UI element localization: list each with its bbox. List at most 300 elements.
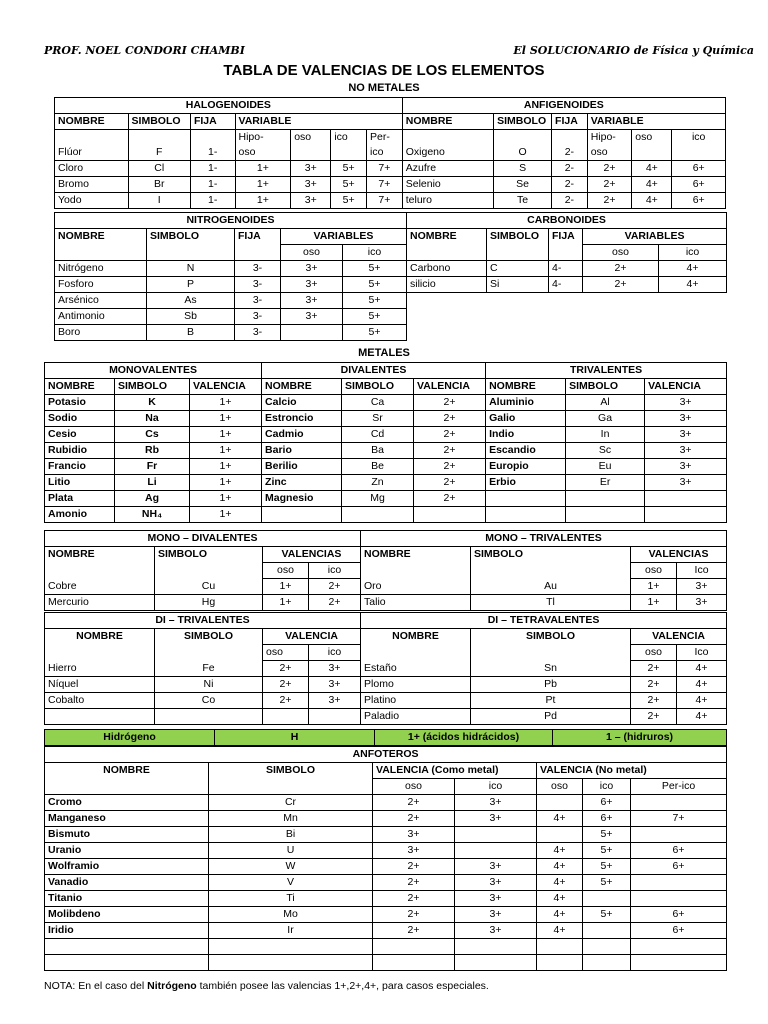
element-name: Uranio <box>45 843 209 859</box>
element-symbol: B <box>147 325 235 341</box>
element-symbol: Br <box>128 177 190 193</box>
element-name: Magnesio <box>262 491 342 507</box>
hidrogeno-symbol: H <box>215 730 375 746</box>
metal-oso-value: 2+ <box>373 795 455 811</box>
fija-value: 1- <box>190 145 235 161</box>
nitrogenoides-title: NITROGENOIDES <box>55 213 407 229</box>
header-ico: Ico <box>677 563 727 579</box>
element-name: Plata <box>45 491 115 507</box>
ico-value: 3+ <box>677 579 727 595</box>
oso-value: 3+ <box>291 161 331 177</box>
empty-cell <box>361 645 471 661</box>
valencia-value: 2+ <box>414 411 486 427</box>
element-name: Bismuto <box>45 827 209 843</box>
header-nombre: NOMBRE <box>45 629 155 645</box>
metal-ico-value <box>455 827 537 843</box>
empty-cell <box>155 645 263 661</box>
header-variables: VARIABLES <box>583 229 727 245</box>
ico-value: 6+ <box>672 193 726 209</box>
element-name: Arsénico <box>55 293 147 309</box>
divalentes-title: DIVALENTES <box>262 363 486 379</box>
nometal-ico-value: 5+ <box>583 875 631 891</box>
header-oso: oso <box>632 130 672 161</box>
element-symbol: P <box>147 277 235 293</box>
empty-cell <box>361 563 471 579</box>
element-name: Yodo <box>55 193 129 209</box>
metal-oso-value: 3+ <box>373 843 455 859</box>
empty-cell <box>402 130 493 146</box>
table-row <box>45 795 727 811</box>
empty-cell <box>128 130 190 146</box>
empty-cell <box>494 130 552 146</box>
header-variable: VARIABLE <box>587 114 725 130</box>
oso-value <box>281 325 343 341</box>
ico-value: 5+ <box>343 277 407 293</box>
valencia-value: 2+ <box>414 443 486 459</box>
ico-value: 4+ <box>677 693 727 709</box>
oso-value: 2+ <box>583 261 659 277</box>
header-ico: ico <box>455 779 537 795</box>
nometal-ico-value: 6+ <box>583 795 631 811</box>
element-name: Cesio <box>45 427 115 443</box>
element-symbol: As <box>147 293 235 309</box>
metal-ico-value: 3+ <box>455 923 537 939</box>
element-name <box>45 709 155 725</box>
element-name <box>45 955 209 971</box>
ico-value: 5+ <box>343 325 407 341</box>
header-oso: oso <box>631 645 677 661</box>
header-fija: FIJA <box>552 114 588 130</box>
footer-note <box>44 980 489 992</box>
table-row <box>45 859 727 875</box>
element-name: Flúor <box>55 145 129 161</box>
element-symbol: Er <box>566 475 645 491</box>
carbonoides-title: CARBONOIDES <box>407 213 727 229</box>
header-oso: oso <box>583 245 659 261</box>
nometal-ico-value: 5+ <box>583 827 631 843</box>
element-symbol: I <box>128 193 190 209</box>
oso-value: 2+ <box>631 709 677 725</box>
header-per-2: ico <box>366 145 402 161</box>
oso-value <box>263 709 309 725</box>
empty-cell <box>209 779 373 795</box>
element-name: Cobalto <box>45 693 155 709</box>
element-symbol: Bi <box>209 827 373 843</box>
header-simbolo: SIMBOLO <box>209 763 373 779</box>
anfigenoides-title: ANFIGENOIDES <box>402 98 725 114</box>
element-symbol: Mn <box>209 811 373 827</box>
header-simbolo: SIMBOLO <box>494 114 552 130</box>
oso-value: 1+ <box>263 579 309 595</box>
element-symbol <box>342 507 414 523</box>
hipo-value: 1+ <box>235 161 291 177</box>
element-name <box>262 507 342 523</box>
header-nombre: NOMBRE <box>45 379 115 395</box>
oso-value: 2+ <box>263 661 309 677</box>
author-name: PROF. NOEL CONDORI CHAMBI <box>44 44 245 57</box>
nometal-per-ico-value <box>631 891 727 907</box>
empty-cell <box>45 779 209 795</box>
element-symbol: Cr <box>209 795 373 811</box>
nometal-ico-value: 6+ <box>583 811 631 827</box>
valencia-value <box>645 491 727 507</box>
header-nombre: NOMBRE <box>361 629 471 645</box>
table-row <box>45 427 727 443</box>
table-row <box>45 395 727 411</box>
element-symbol: Au <box>471 579 631 595</box>
header-fija: FIJA <box>235 229 281 261</box>
element-symbol: Cs <box>115 427 190 443</box>
oso-value: 4+ <box>632 193 672 209</box>
oso-value: 2+ <box>631 693 677 709</box>
oso-value: 2+ <box>583 277 659 293</box>
element-symbol: Ba <box>342 443 414 459</box>
nometal-ico-value: 5+ <box>583 843 631 859</box>
page-title: TABLA DE VALENCIAS DE LOS ELEMENTOS <box>223 62 545 79</box>
di-tetravalentes-title: DI – TETRAVALENTES <box>361 613 727 629</box>
valencia-value: 3+ <box>645 427 727 443</box>
header-variable: VARIABLE <box>235 114 402 130</box>
per-value: 7+ <box>366 193 402 209</box>
element-symbol: Rb <box>115 443 190 459</box>
header-ico: Ico <box>677 645 727 661</box>
valencia-value: 2+ <box>414 491 486 507</box>
element-name: Sodio <box>45 411 115 427</box>
element-name: Oxigeno <box>402 145 493 161</box>
header-simbolo: SIMBOLO <box>487 229 549 261</box>
element-name: Antimonio <box>55 309 147 325</box>
ico-value: 3+ <box>309 677 361 693</box>
oso-value: 3+ <box>281 293 343 309</box>
header-valencia: VALENCIA <box>190 379 262 395</box>
element-symbol: Cu <box>155 579 263 595</box>
hidrogeno-valence-acid: 1+ (ácidos hidrácidos) <box>375 730 553 746</box>
fija-value: 2- <box>552 161 588 177</box>
hipo-value: 2+ <box>587 161 632 177</box>
di-trivalentes-title: DI – TRIVALENTES <box>45 613 361 629</box>
header-simbolo: SIMBOLO <box>342 379 414 395</box>
element-symbol: Se <box>494 177 552 193</box>
metal-ico-value: 3+ <box>455 795 537 811</box>
valencia-value: 1+ <box>190 507 262 523</box>
element-symbol: Sb <box>147 309 235 325</box>
fija-value: 1- <box>190 161 235 177</box>
element-name: Plomo <box>361 677 471 693</box>
nometal-oso-value <box>537 827 583 843</box>
element-symbol: Eu <box>566 459 645 475</box>
valencia-value: 1+ <box>190 475 262 491</box>
element-symbol: Li <box>115 475 190 491</box>
element-name: Erbio <box>486 475 566 491</box>
ico-value: 4+ <box>677 677 727 693</box>
header-oso: oso <box>537 779 583 795</box>
mono-divalentes-title: MONO – DIVALENTES <box>45 531 361 547</box>
ico-value: 5+ <box>331 193 367 209</box>
element-symbol: K <box>115 395 190 411</box>
valencia-value: 1+ <box>190 459 262 475</box>
brand-name: El SOLUCIONARIO de Física y Química <box>513 44 754 57</box>
element-name: Cadmio <box>262 427 342 443</box>
per-value: 7+ <box>366 161 402 177</box>
element-name: Manganeso <box>45 811 209 827</box>
element-symbol: In <box>566 427 645 443</box>
element-name: Vanadio <box>45 875 209 891</box>
header-simbolo: SIMBOLO <box>115 379 190 395</box>
element-name: Cloro <box>55 161 129 177</box>
header-simbolo: SIMBOLO <box>128 114 190 130</box>
oso-value: 1+ <box>631 595 677 611</box>
valencia-value: 1+ <box>190 491 262 507</box>
element-name: teluro <box>402 193 493 209</box>
element-name: Calcio <box>262 395 342 411</box>
header-ico: ico <box>309 645 361 661</box>
nometal-oso-value: 4+ <box>537 859 583 875</box>
element-name: Amonio <box>45 507 115 523</box>
note-suffix: también posee las valencias 1+,2+,4+, para casos especiales. <box>196 980 489 992</box>
header-valencia-no-metal: VALENCIA (No metal) <box>537 763 727 779</box>
trivalentes-title: TRIVALENTES <box>486 363 727 379</box>
empty-cell <box>155 563 263 579</box>
element-name: Azufre <box>402 161 493 177</box>
empty-cell <box>552 130 588 146</box>
valencia-value: 2+ <box>414 459 486 475</box>
nometal-per-ico-value <box>631 827 727 843</box>
element-name: Berilio <box>262 459 342 475</box>
element-name: Fosforo <box>55 277 147 293</box>
element-symbol: Te <box>494 193 552 209</box>
element-name: Carbono <box>407 261 487 277</box>
element-symbol <box>566 491 645 507</box>
fija-value: 1- <box>190 193 235 209</box>
oso-value: 3+ <box>281 261 343 277</box>
oso-value: 2+ <box>631 677 677 693</box>
element-symbol: Hg <box>155 595 263 611</box>
per-value: 7+ <box>366 177 402 193</box>
element-name <box>45 939 209 955</box>
element-name: Nitrógeno <box>55 261 147 277</box>
element-name: silicio <box>407 277 487 293</box>
nometal-per-ico-value <box>631 875 727 891</box>
anfoteros-title: ANFOTEROS <box>45 747 727 763</box>
nometal-per-ico-value: 6+ <box>631 907 727 923</box>
empty-cell <box>190 130 235 146</box>
valencia-value: 3+ <box>645 475 727 491</box>
fija-value: 2- <box>552 145 588 161</box>
metal-ico-value: 3+ <box>455 891 537 907</box>
table-row <box>45 907 727 923</box>
table-row <box>45 491 727 507</box>
element-name: Mercurio <box>45 595 155 611</box>
fija-value: 3- <box>235 277 281 293</box>
header-simbolo: SIMBOLO <box>155 629 263 645</box>
header-hipo: Hipo- <box>235 130 291 146</box>
element-symbol: Pd <box>471 709 631 725</box>
metal-oso-value: 2+ <box>373 907 455 923</box>
element-symbol: Ir <box>209 923 373 939</box>
metal-oso-value <box>373 939 455 955</box>
valencia-value: 3+ <box>645 443 727 459</box>
header-nombre: NOMBRE <box>361 547 471 563</box>
header-simbolo: SIMBOLO <box>471 547 631 563</box>
element-name: Iridio <box>45 923 209 939</box>
element-name: Rubidio <box>45 443 115 459</box>
element-symbol: V <box>209 875 373 891</box>
header-ico: ico <box>343 245 407 261</box>
header-hipo: Hipo- <box>587 130 632 146</box>
nometal-oso-value: 4+ <box>537 923 583 939</box>
header-nombre: NOMBRE <box>45 763 209 779</box>
nometal-oso-value: 4+ <box>537 811 583 827</box>
fija-value: 3- <box>235 309 281 325</box>
element-symbol: Ti <box>209 891 373 907</box>
mono-di-tri-table <box>44 530 727 611</box>
metal-ico-value: 3+ <box>455 907 537 923</box>
element-symbol: O <box>494 145 552 161</box>
oso-value: 1+ <box>631 579 677 595</box>
element-symbol: Sc <box>566 443 645 459</box>
element-name: Galio <box>486 411 566 427</box>
element-symbol: Pb <box>471 677 631 693</box>
empty-cell <box>471 645 631 661</box>
element-name: Estaño <box>361 661 471 677</box>
valencia-value: 1+ <box>190 427 262 443</box>
nometal-ico-value <box>583 923 631 939</box>
header-oso: oso <box>263 563 309 579</box>
element-name: Bromo <box>55 177 129 193</box>
table-row <box>45 507 727 523</box>
valencia-value <box>414 507 486 523</box>
metal-oso-value: 2+ <box>373 875 455 891</box>
element-symbol: Al <box>566 395 645 411</box>
element-symbol: Co <box>155 693 263 709</box>
metal-ico-value <box>455 843 537 859</box>
element-symbol: NH₄ <box>115 507 190 523</box>
element-name: Indio <box>486 427 566 443</box>
oso-value: 3+ <box>291 177 331 193</box>
element-symbol: Zn <box>342 475 414 491</box>
header-per: Per- <box>366 130 402 146</box>
fija-value: 2- <box>552 193 588 209</box>
fija-value: 3- <box>235 261 281 277</box>
header-simbolo: SIMBOLO <box>155 547 263 563</box>
nometal-ico-value <box>583 939 631 955</box>
ico-value: 5+ <box>343 261 407 277</box>
empty-cell <box>471 563 631 579</box>
ico-value: 5+ <box>331 177 367 193</box>
element-symbol: Cd <box>342 427 414 443</box>
element-symbol: Pt <box>471 693 631 709</box>
table-row <box>45 475 727 491</box>
fija-value: 4- <box>549 277 583 293</box>
nometal-ico-value <box>583 955 631 971</box>
element-symbol: Na <box>115 411 190 427</box>
nitrogenoides-carbonoides-table <box>54 212 727 341</box>
header-oso: oso <box>281 245 343 261</box>
header-ico: ico <box>672 130 726 161</box>
header-nombre: NOMBRE <box>407 229 487 261</box>
fija-value: 3- <box>235 293 281 309</box>
anfoteros-table <box>44 746 727 971</box>
element-name: Escandio <box>486 443 566 459</box>
header-per-ico: Per-ico <box>631 779 727 795</box>
metales-table <box>44 362 727 523</box>
ico-value: 4+ <box>677 709 727 725</box>
element-symbol: Tl <box>471 595 631 611</box>
element-name: Oro <box>361 579 471 595</box>
valencia-value: 1+ <box>190 443 262 459</box>
nometal-oso-value: 4+ <box>537 875 583 891</box>
table-row <box>45 843 727 859</box>
metal-ico-value: 3+ <box>455 811 537 827</box>
nometal-per-ico-value: 6+ <box>631 843 727 859</box>
hidrogeno-row <box>44 729 727 746</box>
oso-value: 4+ <box>632 177 672 193</box>
element-symbol: Ca <box>342 395 414 411</box>
element-name: Litio <box>45 475 115 491</box>
element-symbol: Fr <box>115 459 190 475</box>
ico-value: 5+ <box>343 309 407 325</box>
element-symbol: F <box>128 145 190 161</box>
nometal-oso-value: 4+ <box>537 907 583 923</box>
hipo-value: 2+ <box>587 193 632 209</box>
element-symbol: N <box>147 261 235 277</box>
hipo-value: 2+ <box>587 177 632 193</box>
element-name: Zinc <box>262 475 342 491</box>
header-hipo-2: oso <box>587 145 632 161</box>
metal-oso-value: 2+ <box>373 859 455 875</box>
ico-value: 6+ <box>672 161 726 177</box>
valencia-value: 3+ <box>645 395 727 411</box>
valencia-value: 1+ <box>190 411 262 427</box>
table-row <box>45 939 727 955</box>
oso-value: 3+ <box>281 309 343 325</box>
element-name: Cromo <box>45 795 209 811</box>
empty-area <box>407 293 727 341</box>
header-fija: FIJA <box>549 229 583 261</box>
element-name <box>486 507 566 523</box>
header-simbolo: SIMBOLO <box>566 379 645 395</box>
element-symbol <box>209 955 373 971</box>
note-emphasis: Nitrógeno <box>147 980 197 992</box>
ico-value: 4+ <box>659 261 727 277</box>
header-valencia-metal: VALENCIA (Como metal) <box>373 763 537 779</box>
table-row <box>45 827 727 843</box>
element-symbol: C <box>487 261 549 277</box>
oso-value: 2+ <box>263 677 309 693</box>
element-symbol: Cl <box>128 161 190 177</box>
element-symbol: Ga <box>566 411 645 427</box>
header-ico: ico <box>659 245 727 261</box>
header-nombre: NOMBRE <box>402 114 493 130</box>
metal-ico-value: 3+ <box>455 875 537 891</box>
oso-value: 2+ <box>631 661 677 677</box>
oso-value: 3+ <box>281 277 343 293</box>
fija-value: 1- <box>190 177 235 193</box>
header-valencia: VALENCIA <box>645 379 727 395</box>
nometal-per-ico-value: 7+ <box>631 811 727 827</box>
element-name: Molibdeno <box>45 907 209 923</box>
section-metales: METALES <box>358 347 410 359</box>
element-symbol <box>566 507 645 523</box>
di-tri-tetra-table <box>44 612 727 725</box>
element-symbol: Sn <box>471 661 631 677</box>
hipo-value: 1+ <box>235 193 291 209</box>
element-name: Selenio <box>402 177 493 193</box>
nometal-oso-value: 4+ <box>537 843 583 859</box>
header-ico: ico <box>331 130 367 161</box>
nometal-per-ico-value <box>631 939 727 955</box>
section-no-metales: NO METALES <box>348 82 420 94</box>
